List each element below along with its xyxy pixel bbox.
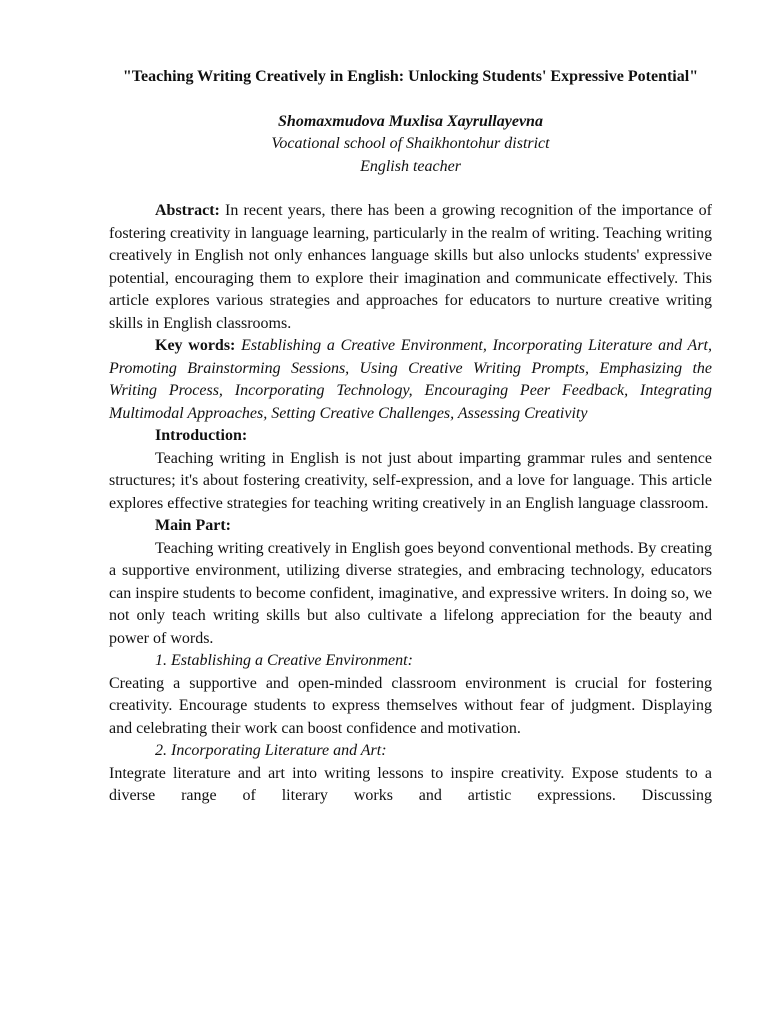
abstract-text: In recent years, there has been a growing recognition of the importance of fostering creativity in language learning, particularly in the realm of writing. Teaching writing creatively in English not only enhances language skills but also unlocks students' expressive potential, encouraging them to explore their imagination and communicate effectively. This article explores various strategies and approaches for educators to nurture creative writing skills in English classrooms. [109, 202, 712, 332]
main-part-heading: Main Part: [155, 517, 231, 534]
paper-page [109, 66, 712, 808]
main-part-text: Teaching writing creatively in English goes beyond conventional methods. By creating a supportive environment, utilizing diverse strategies, and embracing technology, educators can inspire students to become confident, imaginative, and expressive writers. In doing so, we not only teach writing skills but also cultivate a lifelong appreciation for the beauty and power of words. [109, 539, 712, 647]
section-2-heading: 2. Incorporating Literature and Art: [155, 742, 387, 759]
introduction-text: Teaching writing in English is not just about imparting grammar rules and sentence structures; it's about fostering creativity, self-expression, and a love for language. This article explores effective strategies for teaching writing creatively in an English language classroom. [109, 449, 712, 512]
section-1-heading: 1. Establishing a Creative Environment: [155, 652, 413, 669]
author-school: Vocational school of Shaikhontohur district [271, 135, 550, 152]
keywords-paragraph [109, 335, 712, 425]
section-2-text: Integrate literature and art into writing lessons to inspire creativity. Expose students to a diverse range of literary works and artistic expressions. Discussing [109, 764, 712, 804]
abstract-label: Abstract: [155, 202, 220, 219]
keywords-label: Key words: [155, 337, 236, 354]
introduction-heading: Introduction: [155, 427, 248, 444]
keywords-text: Establishing a Creative Environment, Incorporating Literature and Art, Promoting Brainstorming Sessions, Using Creative Writing Prompts, Emphasizing the Writing Process, Incorporating Technology, Encouraging Peer Feedback, Integrating Multimodal Approaches, Setting Creative Challenges, Assessing Creativity [109, 337, 712, 422]
author-position: English teacher [360, 157, 461, 175]
section-1-text: Creating a supportive and open-minded classroom environment is crucial for fostering creativity. Encourage students to express themselves without fear of judgment. Displaying and celebrating their work can boost confidence and motivation. [109, 674, 712, 737]
paper-title: "Teaching Writing Creatively in English: Unlocking Students' Expressive Potential" [122, 68, 699, 85]
author-block [109, 111, 712, 179]
author-name: Shomaxmudova Muxlisa Xayrullayevna [278, 112, 543, 130]
spacer [109, 178, 712, 200]
abstract-paragraph [109, 200, 712, 335]
